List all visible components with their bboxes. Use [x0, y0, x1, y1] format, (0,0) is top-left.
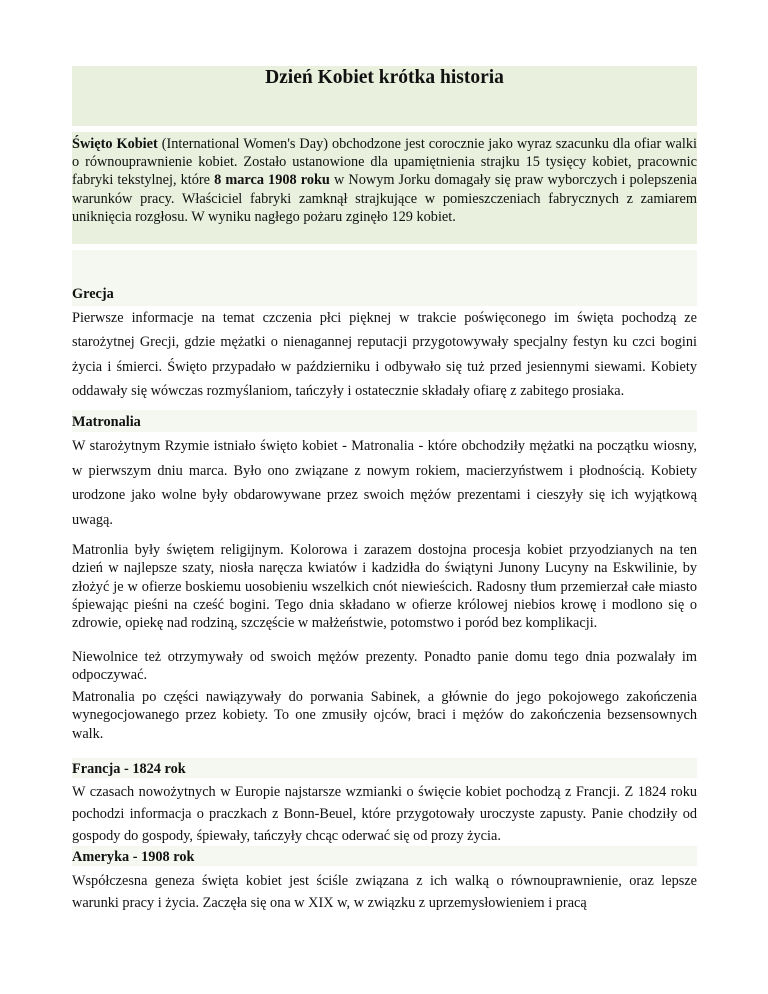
paragraph: W czasach nowożytnych w Europie najstarsze wzmianki o święcie kobiet pochodzą z Francji. Z 1824 roku pochodzi informacja o praczkach z Bonn-Beuel, które przygotowały uroczyste zapusty. Panie chodziły od gospody do gospody, śpiewały, tańczyły chcąc oderwać się od prozy życia. [72, 784, 697, 844]
paragraph: W starożytnym Rzymie istniało święto kobiet - Matronalia - które obchodziły mężatki na początku wiosny, w pierwszym dniu marca. Było ono związane z nowym rokiem, macierzyństwem i płodnością. Kobiety urodzone jako wolne były obdarowywane przez swoich mężów prezentami i cieszyły się ich wyjątkową uwagą. [72, 438, 697, 528]
section-matronalia-body-3 [72, 648, 697, 685]
section-heading: Ameryka - 1908 rok [72, 849, 195, 865]
spacer-band [72, 250, 697, 280]
section-grecja [72, 285, 697, 303]
section-matronalia-body-2 [72, 541, 697, 632]
intro-lead: Święto Kobiet [72, 136, 158, 152]
section-heading: Grecja [72, 286, 114, 302]
paragraph: Matronlia były świętem religijnym. Kolorowa i zarazem dostojna procesja kobiet przyodzianych na ten dzień w najlepsze szaty, niosła naręcza kwiatów i kadzidła do świątyni Junony Lucyny na Eskwilinie, by złożyć je w ofierze boskiemu uosobieniu wszelkich cnót niewieścich. Radosny tłum przemierzał całe miasto śpiewając pieśni na cześć bogini. Tego dnia składano w ofierze królowej niebios krowę i modlono się o zdrowie, opiekę nad rodziną, szczęście w małżeństwie, potomstwo i poród bez komplikacji. [72, 542, 697, 632]
section-matronalia [72, 413, 697, 431]
section-ameryka-body [72, 870, 697, 914]
section-francja-body [72, 781, 697, 847]
page-title-block [72, 66, 697, 89]
intro-text-1: (International Women's Day) obchodzone jest corocznie jako wyraz szacunku dla ofiar walki o równouprawnienie kobiet. Zostało ustanowione dla upamiętnienia strajku 15 tysięcy kobiet, pracownic fabryki tekstylnej, które [72, 136, 697, 189]
section-heading: Matronalia [72, 414, 141, 430]
page-title: Dzień Kobiet krótka historia [265, 67, 504, 88]
paragraph: Matronalia po części nawiązywały do porwania Sabinek, a głównie do jego pokojowego zakończenia wynegocjowanego przez kobiety. To one zmusiły ojców, braci i mężów do zakończenia bezsensownych walk. [72, 689, 697, 742]
section-grecja-body [72, 306, 697, 404]
section-heading: Francja - 1824 rok [72, 761, 186, 777]
paragraph: Niewolnice też otrzymywały od swoich mężów prezenty. Ponadto panie domu tego dnia pozwalały im odpoczywać. [72, 649, 697, 684]
intro-paragraph [72, 135, 697, 226]
paragraph: Współczesna geneza święta kobiet jest ściśle związana z ich walką o równouprawnienie, oraz lepsze warunki pracy i życia. Zaczęła się ona w XIX w, w związku z uprzemysłowieniem i pracą [72, 873, 697, 911]
section-matronalia-body-1 [72, 434, 697, 532]
section-matronalia-body-4 [72, 688, 697, 743]
intro-date: 8 marca 1908 roku [214, 172, 330, 189]
intro-paragraph-block [72, 135, 697, 226]
paragraph: Pierwsze informacje na temat czczenia płci pięknej w trakcie poświęconego im święta pochodzą ze starożytnej Grecji, gdzie mężatki o nienagannej reputacji przygotowywały specjalny festyn ku czci bogini życia i śmierci. Święto przypadało w październiku i odbywało się tuż przed jesiennymi siewami. Kobiety oddawały się wówczas rozmyślaniom, tańczyły i ostatecznie składały ofiarę z zabitego prosiaka. [72, 310, 697, 400]
section-francja [72, 760, 697, 778]
intro-text-2: w Nowym Jorku domagały się praw wyborczych i polepszenia warunków pracy. Właściciel fabryki zamknął strajkujące w pomieszczeniach fabrycznych z zamiarem uniknięcia rozgłosu. W wyniku nagłego pożaru zginęło 129 kobiet. [72, 172, 698, 225]
section-ameryka [72, 848, 697, 866]
